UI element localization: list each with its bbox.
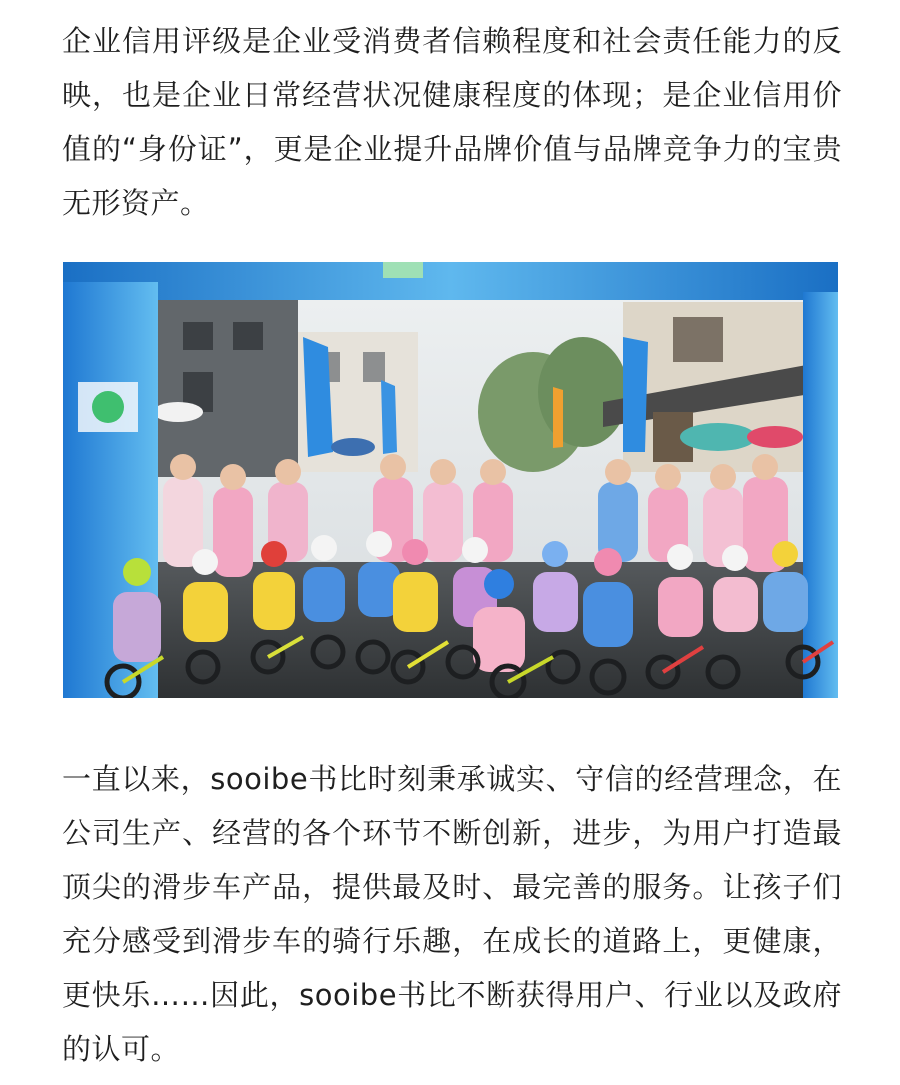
event-photo <box>63 262 838 698</box>
intro-paragraph: 企业信用评级是企业受消费者信赖程度和社会责任能力的反映，也是企业日常经营状况健康程度的体现；是企业信用价值的“身份证”，更是企业提升品牌价值与品牌竞争力的宝贵无形资产。 <box>62 24 842 220</box>
company-paragraph: 一直以来，sooibe书比时刻秉承诚实、守信的经营理念，在公司生产、经营的各个环节不断创新，进步，为用户打造最顶尖的滑步车产品，提供最及时、最完善的服务。让孩子们充分感受到滑步车的骑行乐趣，在成长的道路上，更健康，更快乐……因此，sooibe书比不断获得用户、行业以及政府的认可。 <box>62 762 842 1066</box>
